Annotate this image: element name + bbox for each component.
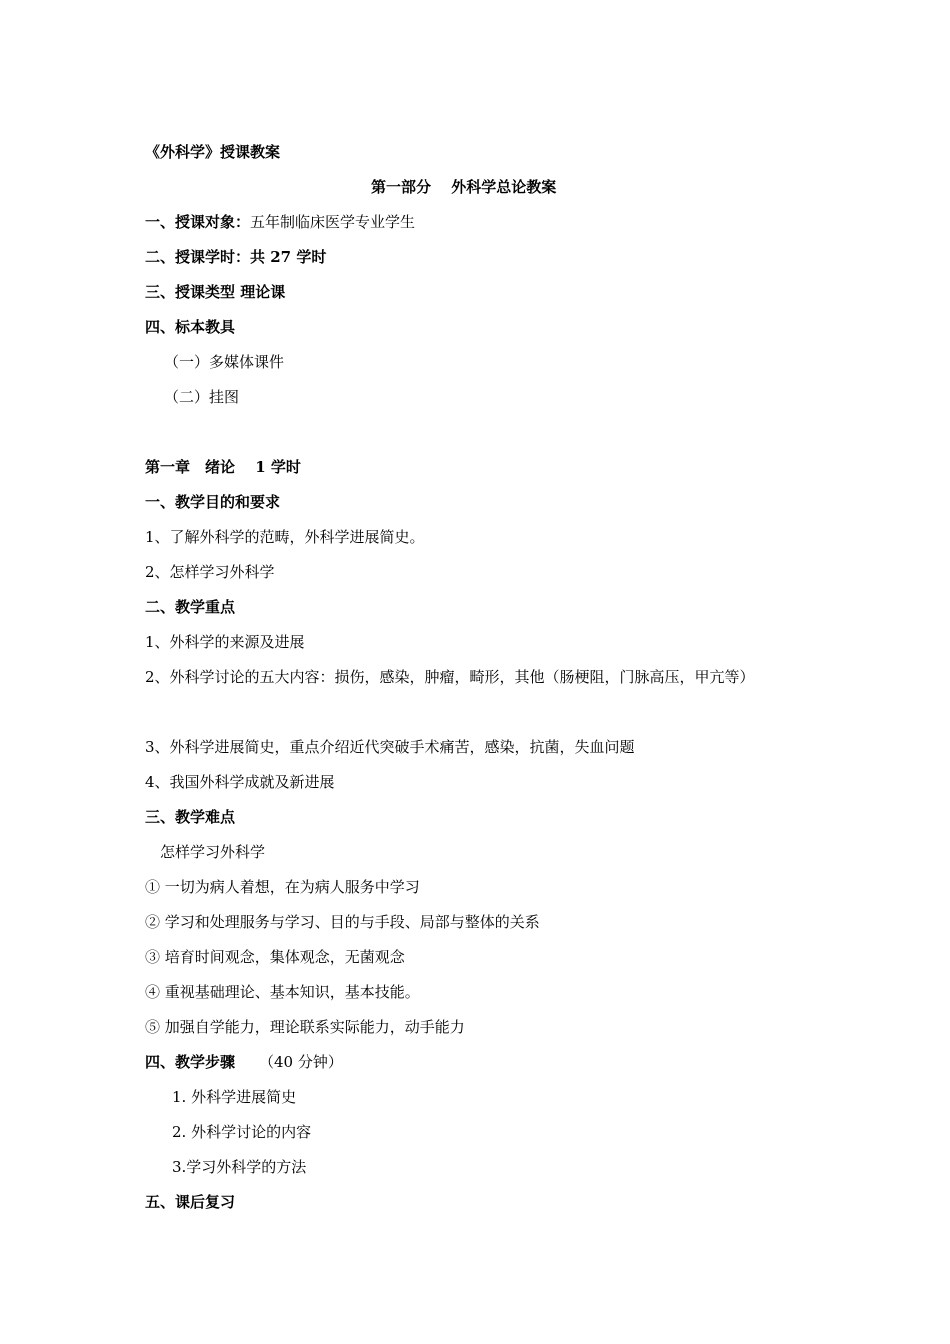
goal-item: 1、了解外科学的范畴，外科学进展简史。 — [145, 528, 425, 546]
focus-item: 4、我国外科学成就及新进展 — [145, 773, 335, 791]
goals-title: 一、教学目的和要求 — [145, 493, 281, 511]
steps-heading — [145, 1052, 343, 1072]
review-title: 五、课后复习 — [145, 1193, 236, 1211]
focus-title: 二、教学重点 — [145, 598, 236, 616]
step-item: 1. 外科学进展简史 — [172, 1088, 297, 1106]
focus-item: 1、外科学的来源及进展 — [145, 633, 305, 651]
goal-item: 2、怎样学习外科学 — [145, 563, 275, 581]
focus-item: 2、外科学讨论的五大内容：损伤，感染，肿瘤，畸形，其他（肠梗阻，门脉高压，甲亢等） — [145, 668, 755, 686]
difficulty-item: ② 学习和处理服务与学习、目的与手段、局部与整体的关系 — [145, 913, 540, 931]
chapter-title: 第一章 绪论 1 学时 — [145, 458, 301, 476]
course-type: 三、授课类型 理论课 — [145, 283, 286, 301]
course-target-label: 一、授课对象： — [145, 213, 251, 231]
focus-item: 3、外科学进展简史，重点介绍近代突破手术痛苦，感染，抗菌，失血问题 — [145, 738, 635, 756]
course-hours: 二、授课学时：共 27 学时 — [145, 248, 327, 266]
difficulty-item: ① 一切为病人着想，在为病人服务中学习 — [145, 878, 420, 896]
part-title: 第一部分 外科学总论教案 — [371, 178, 557, 196]
steps-title: 四、教学步骤 — [145, 1053, 236, 1071]
course-tools-label: 四、标本教具 — [145, 318, 236, 336]
step-item: 3.学习外科学的方法 — [172, 1158, 307, 1176]
steps-duration: （40 分钟） — [259, 1053, 343, 1071]
difficulty-intro: 怎样学习外科学 — [160, 843, 266, 861]
difficulty-item: ④ 重视基础理论、基本知识，基本技能。 — [145, 983, 420, 1001]
course-tool-item: （二）挂图 — [164, 388, 240, 406]
course-tool-item: （一）多媒体课件 — [164, 353, 285, 371]
difficulty-item: ③ 培育时间观念，集体观念，无菌观念 — [145, 948, 405, 966]
difficulty-title: 三、教学难点 — [145, 808, 236, 826]
document-heading: 《外科学》授课教案 — [145, 143, 281, 161]
course-target — [145, 212, 415, 232]
step-item: 2. 外科学讨论的内容 — [172, 1123, 312, 1141]
course-target-value: 五年制临床医学专业学生 — [250, 213, 416, 231]
difficulty-item: ⑤ 加强自学能力，理论联系实际能力，动手能力 — [145, 1018, 465, 1036]
